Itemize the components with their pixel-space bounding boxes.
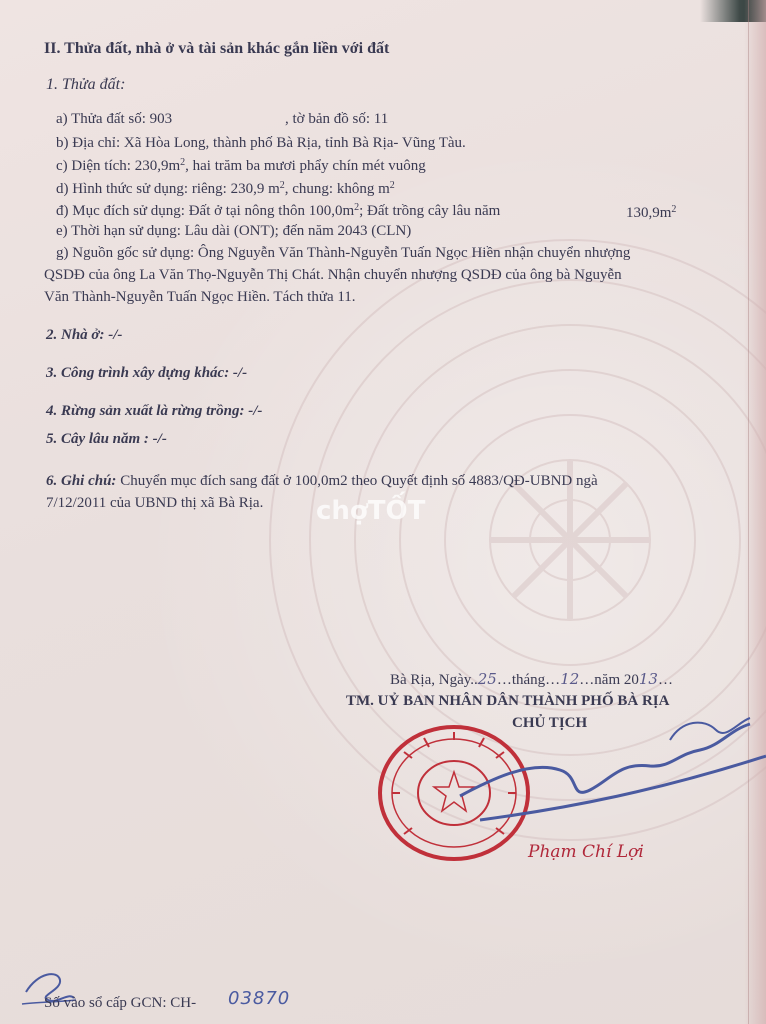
- plot-number-text: a) Thửa đất số: 903: [56, 111, 173, 127]
- note-line-2: 7/12/2011 của UBND thị xã Bà Rịa.: [46, 495, 264, 511]
- section-heading: II. Thửa đất, nhà ở và tài sản khác gắn liền với đất: [44, 40, 390, 57]
- usage-purpose-rest: ; Đất trồng cây lâu năm: [359, 203, 501, 219]
- date-suffix: …: [657, 672, 673, 688]
- perennial-section: 5. Cây lâu năm : -/-: [46, 431, 167, 447]
- forest-section: 4. Rừng sản xuất là rừng trồng: -/-: [46, 403, 263, 419]
- address: b) Địa chỉ: Xã Hòa Long, thành phố Bà Rịa, tỉnh Bà Rịa- Vũng Tàu.: [56, 135, 466, 151]
- origin-line-3: Văn Thành-Nguyễn Tuấn Ngọc Hiền. Tách thửa 11.: [44, 289, 356, 305]
- usage-form-label: d) Hình thức sử dụng: riêng: 230,9 m: [56, 181, 280, 197]
- land-plot-heading: 1. Thửa đất:: [46, 76, 126, 93]
- date-month-label: …tháng…: [496, 672, 561, 688]
- perennial-area-sup: 2: [671, 204, 677, 215]
- usage-purpose-sup: 2: [354, 202, 360, 213]
- usage-purpose-text: đ) Mục đích sử dụng: Đất ở tại nông thôn 100,0m: [56, 203, 355, 219]
- date-year: 13: [638, 670, 658, 688]
- area-sup: 2: [180, 157, 186, 168]
- other-works-section: 3. Công trình xây dựng khác: -/-: [46, 365, 248, 381]
- plot-number: [56, 110, 172, 128]
- usage-form-sup: 2: [279, 180, 285, 191]
- note-text: Chuyển mục đích sang đất ở 100,0m2 theo Quyết định số 4883/QĐ-UBND ngà: [120, 473, 598, 489]
- registry-label: Số vào sổ cấp GCN: CH-: [44, 995, 197, 1011]
- signature: [420, 700, 766, 840]
- date-day: 25: [477, 670, 497, 688]
- usage-shared-sup: 2: [389, 180, 395, 191]
- date-month: 12: [560, 670, 580, 688]
- signatory-title: CHỦ TỊCH: [512, 715, 588, 731]
- usage-purpose: [56, 202, 500, 220]
- origin-line-1: g) Nguồn gốc sử dụng: Ông Nguyễn Văn Thành-Nguyễn Tuấn Ngọc Hiền nhận chuyển nhượng: [56, 245, 631, 261]
- area: [56, 157, 426, 175]
- usage-form: [56, 180, 395, 198]
- issue-date: [390, 670, 673, 689]
- registry-number: 03870: [228, 988, 291, 1009]
- signer-name: Phạm Chí Lợi: [528, 842, 644, 862]
- area-words: , hai trăm ba mươi phẩy chín mét vuông: [185, 158, 426, 174]
- date-year-label: …năm 20: [579, 672, 639, 688]
- area-label: c) Diện tích: 230,9m: [56, 158, 181, 174]
- house-section: 2. Nhà ở: -/-: [46, 327, 123, 343]
- page-edge-line: [748, 0, 749, 1024]
- chotot-watermark: chợTỐT: [316, 496, 426, 526]
- usage-term: e) Thời hạn sử dụng: Lâu dài (ONT); đến năm 2043 (CLN): [56, 223, 412, 239]
- perennial-area-value: 130,9m: [626, 205, 672, 221]
- perennial-area: [626, 204, 676, 222]
- date-prefix: Bà Rịa, Ngày..: [390, 672, 478, 688]
- map-sheet: , tờ bản đồ số: 11: [285, 111, 389, 127]
- note-line-1: [46, 472, 598, 490]
- note-label: 6. Ghi chú:: [46, 473, 117, 489]
- origin-line-2: QSDĐ của ông La Văn Thọ-Nguyễn Thị Chát. Nhận chuyển nhượng QSDĐ của ông bà Nguyễn: [44, 267, 622, 283]
- authority: TM. UỶ BAN NHÂN DÂN THÀNH PHỐ BÀ RỊA: [346, 693, 670, 709]
- usage-shared: , chung: không m: [284, 181, 390, 197]
